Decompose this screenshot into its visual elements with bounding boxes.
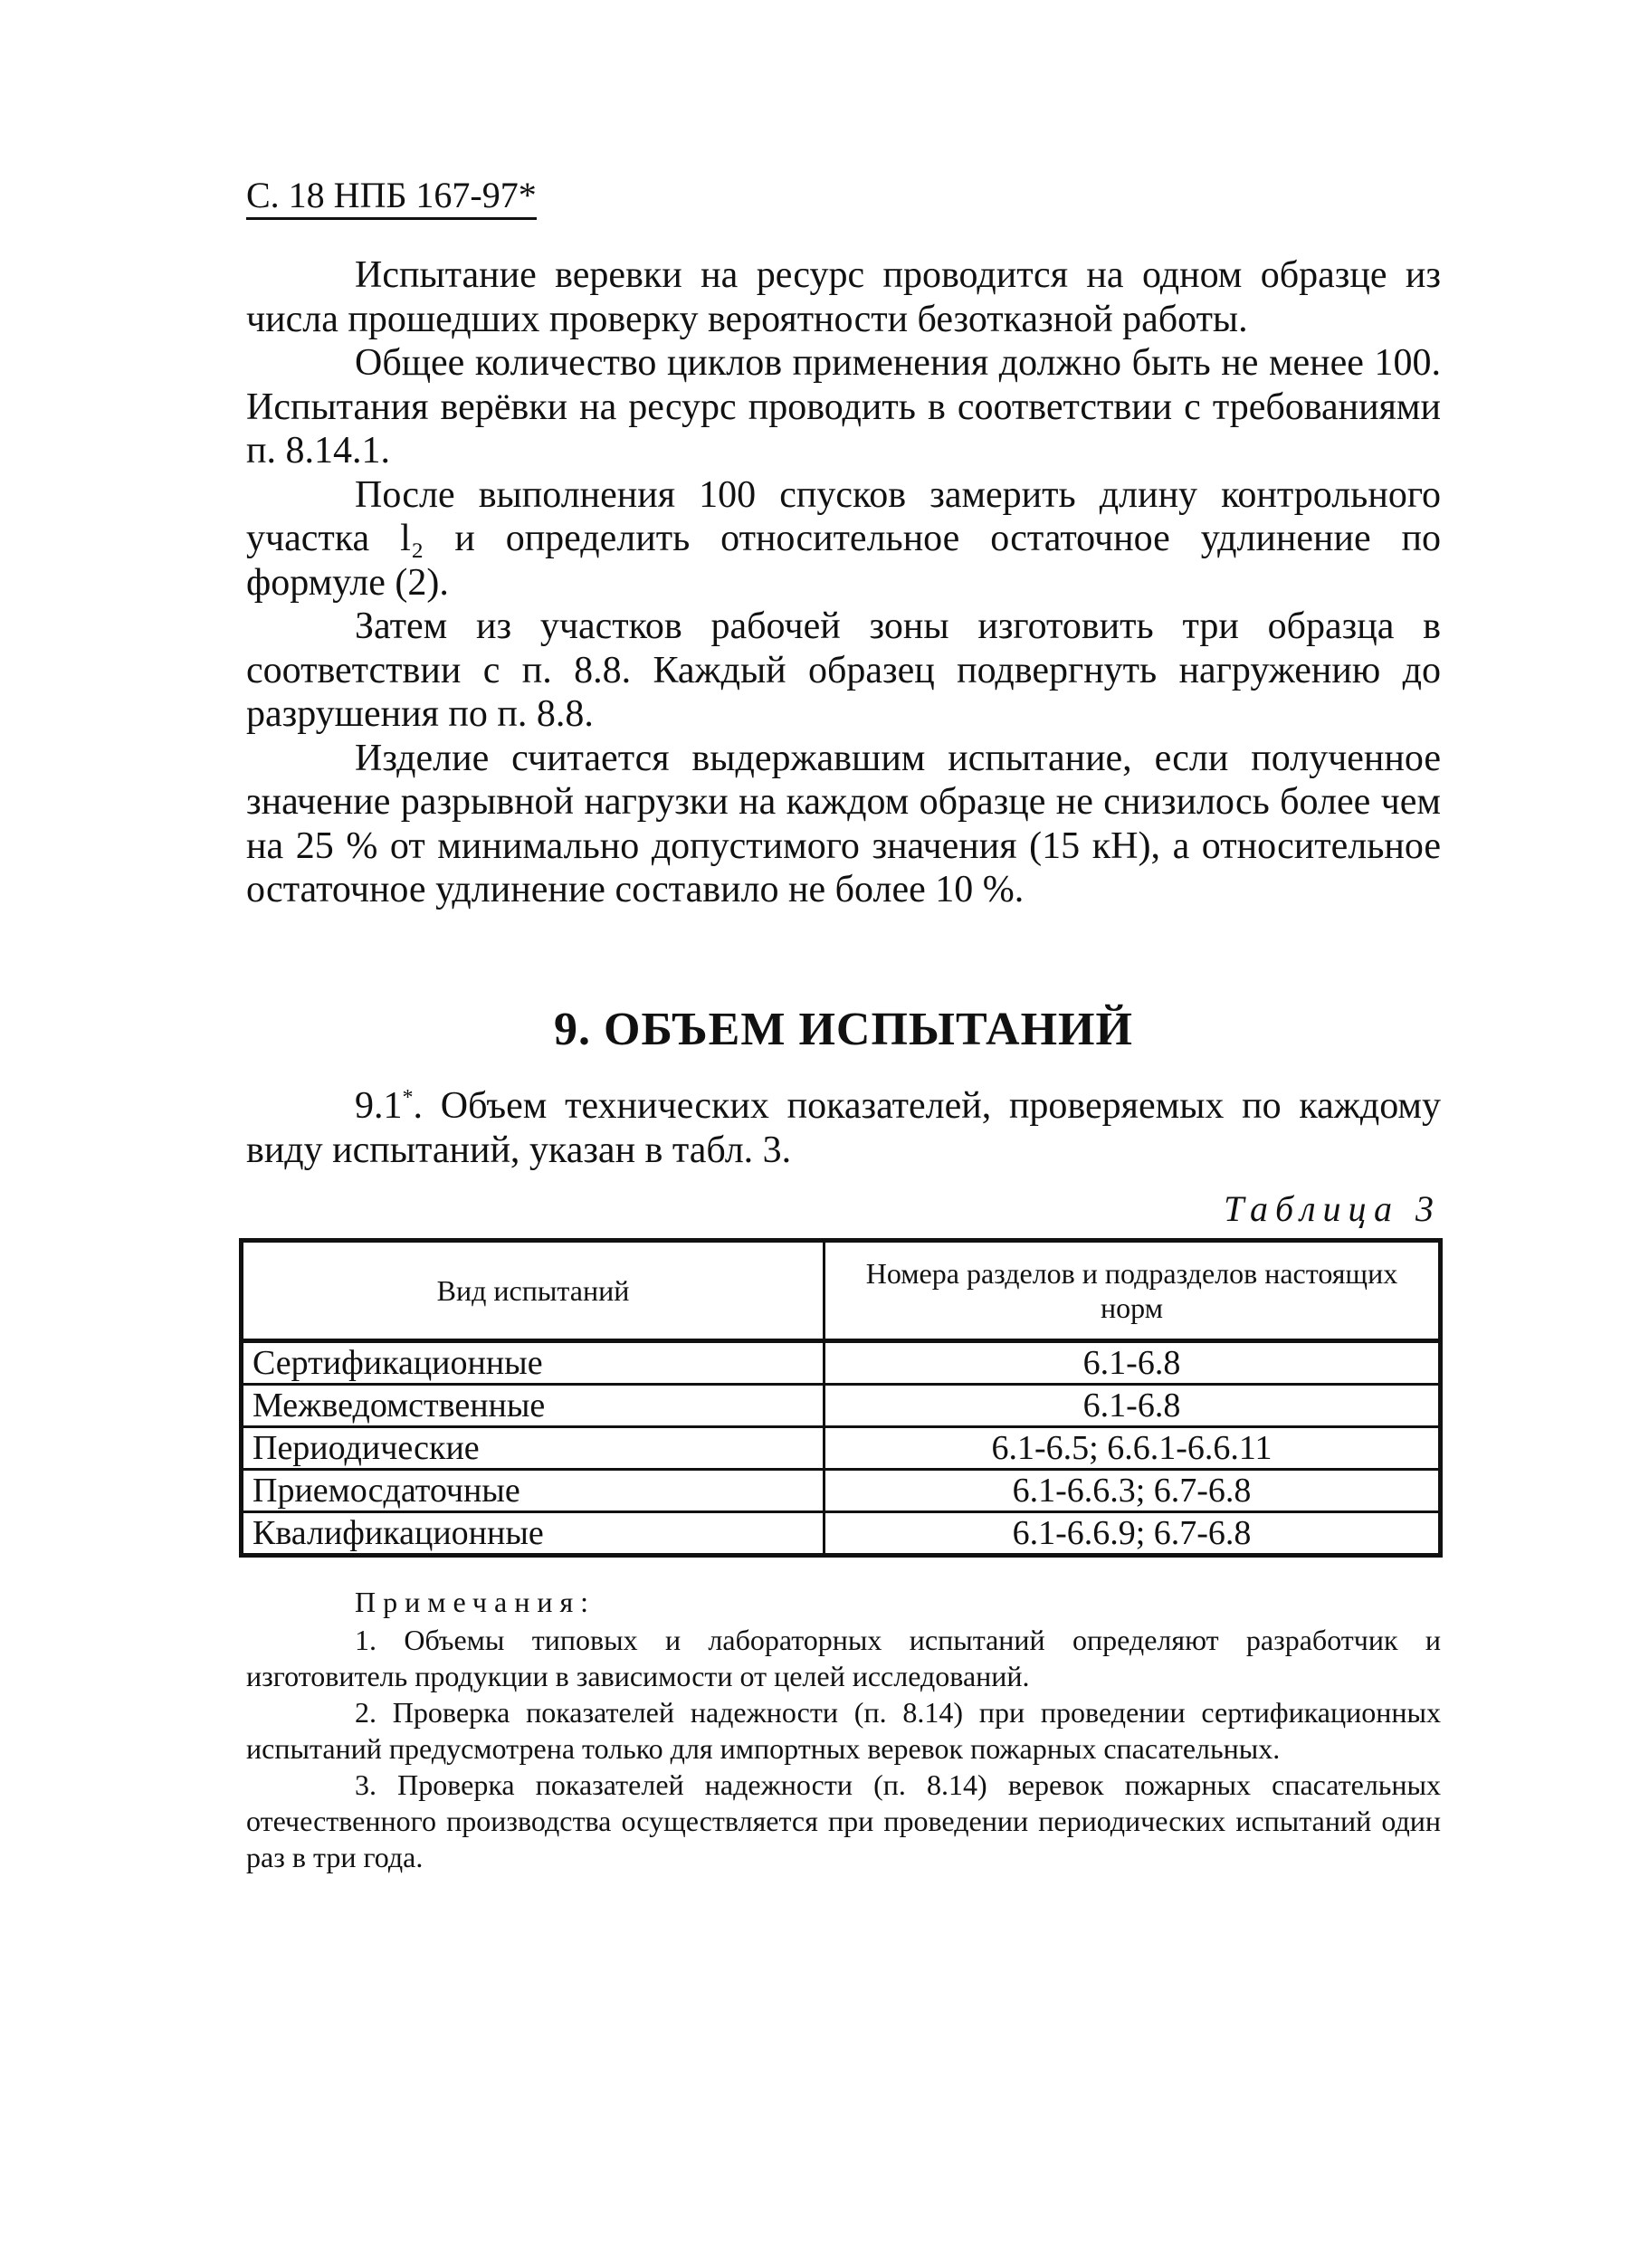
cell-kind: Приемосдаточные: [242, 1470, 824, 1512]
cell-kind: Сертификационные: [242, 1341, 824, 1385]
cell-kind: Периодические: [242, 1427, 824, 1470]
table-header-row: [242, 1241, 1441, 1341]
table-row: [242, 1470, 1441, 1512]
paragraph: Общее количество циклов применения должно быть не менее 100. Испытания верёвки на ресурс проводить в соответствии с требованиями п. 8.14.1.: [246, 342, 1441, 472]
cell-sections: 6.1-6.8: [824, 1341, 1441, 1385]
para-number: 9.1: [355, 1085, 403, 1127]
paragraph: Изделие считается выдержавшим испытание, если полученное значение разрывной нагрузки на каждом образце не снизилось более чем на 25 % от минимально допустимого значения (15 кН), а относительное остаточное удлинение составило не более 10 %.: [246, 737, 1441, 910]
table-row: [242, 1512, 1441, 1556]
tests-table: [239, 1238, 1443, 1558]
column-header-kind: Вид испытаний: [242, 1241, 824, 1341]
note-item: 3. Проверка показателей надежности (п. 8.14) веревок пожарных спасательных отечественного производства осуществляется при проведении периодических испытаний один раз в три года.: [246, 1768, 1441, 1873]
column-header-sections: Номера разделов и подразделов настоящих норм: [824, 1241, 1441, 1341]
notes: [246, 1584, 1441, 1875]
paragraph-9-1: [246, 1084, 1441, 1172]
note-item: 2. Проверка показателей надежности (п. 8.14) при проведении сертификационных испытаний предусмотрена только для импортных веревок пожарных спасательных.: [246, 1696, 1441, 1765]
table-caption: Таблица 3: [1224, 1188, 1441, 1229]
cell-kind: Межведомственные: [242, 1385, 824, 1427]
page-header: С. 18 НПБ 167-97*: [246, 174, 537, 220]
note-item: 1. Объемы типовых и лабораторных испытаний определяют разработчик и изготовитель продукции в зависимости от целей исследований.: [246, 1624, 1441, 1692]
notes-title: Примечания:: [355, 1586, 596, 1618]
cell-sections: 6.1-6.6.9; 6.7-6.8: [824, 1512, 1441, 1556]
table-row: [242, 1385, 1441, 1427]
body-text: [246, 253, 1441, 912]
paragraph: После выполнения 100 спусков замерить длину контрольного участка l₂ и определить относительное остаточное удлинение по формуле (2).: [246, 473, 1441, 604]
table-row: [242, 1427, 1441, 1470]
cell-sections: 6.1-6.8: [824, 1385, 1441, 1427]
cell-sections: 6.1-6.5; 6.6.1-6.6.11: [824, 1427, 1441, 1470]
para-text: . Объем технических показателей, проверяемых по каждому виду испытаний, указан в табл. 3.: [246, 1085, 1441, 1171]
table-row: [242, 1341, 1441, 1385]
paragraph: Затем из участков рабочей зоны изготовить три образца в соответствии с п. 8.8. Каждый образец подвергнуть нагружению до разрушения по п. 8.8.: [246, 605, 1441, 735]
paragraph: Испытание веревки на ресурс проводится на одном образце из числа прошедших проверку вероятности безотказной работы.: [246, 254, 1441, 340]
section-title: 9. ОБЪЕМ ИСПЫТАНИЙ: [554, 1004, 1133, 1055]
para-mark: *: [402, 1086, 414, 1110]
cell-kind: Квалификационные: [242, 1512, 824, 1556]
cell-sections: 6.1-6.6.3; 6.7-6.8: [824, 1470, 1441, 1512]
